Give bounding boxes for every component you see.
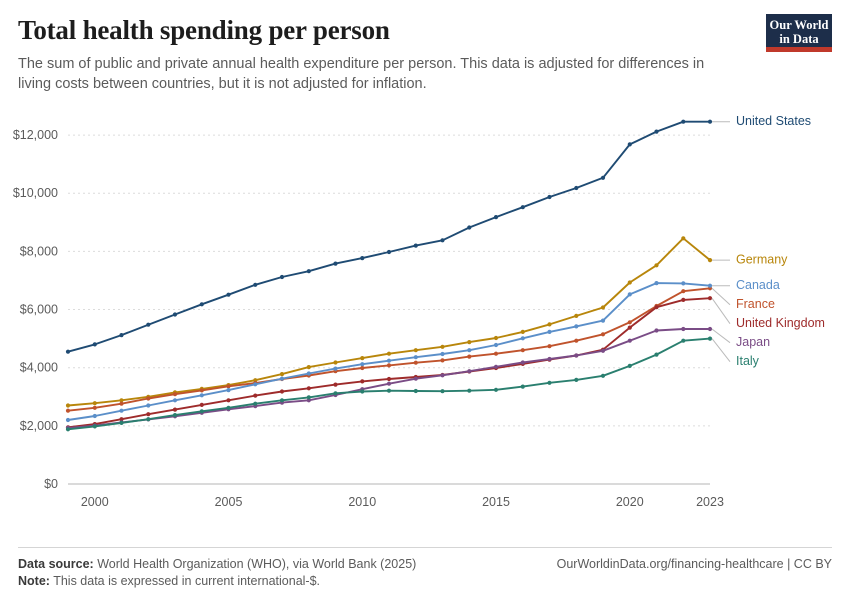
series-point: [307, 269, 311, 273]
series-point: [494, 215, 498, 219]
series-point: [547, 322, 551, 326]
series-point: [521, 348, 525, 352]
series-point: [280, 377, 284, 381]
series-point: [681, 236, 685, 240]
series-point: [200, 388, 204, 392]
series-point: [681, 120, 685, 124]
data-source-text: World Health Organization (WHO), via World Bank (2025): [97, 557, 417, 571]
series-point: [681, 339, 685, 343]
x-axis-tick-label: 2000: [80, 495, 109, 509]
series-point: [66, 427, 70, 431]
series-point: [414, 355, 418, 359]
series-point: [119, 421, 123, 425]
series-point: [628, 364, 632, 368]
note-line: [18, 574, 832, 588]
series-point: [93, 414, 97, 418]
series-point: [387, 352, 391, 356]
attribution-text[interactable]: OurWorldinData.org/financing-healthcare | CC BY: [556, 557, 832, 571]
series-point: [628, 142, 632, 146]
series-point: [226, 406, 230, 410]
series-point: [360, 356, 364, 360]
series-point: [387, 359, 391, 363]
series-point: [66, 409, 70, 413]
series-point: [467, 369, 471, 373]
series-point: [414, 361, 418, 365]
series-point: [253, 382, 257, 386]
series-point: [226, 398, 230, 402]
x-axis-tick-label: 2023: [696, 495, 724, 509]
note-label: Note:: [18, 574, 50, 588]
series-point: [173, 398, 177, 402]
y-axis-tick-label: $8,000: [19, 244, 58, 259]
chart-plot-area: [0, 92, 850, 542]
series-point: [119, 333, 123, 337]
series-point: [333, 262, 337, 266]
series-point: [494, 336, 498, 340]
series-point: [66, 350, 70, 354]
series-point: [333, 383, 337, 387]
series-point: [574, 186, 578, 190]
series-point: [146, 403, 150, 407]
series-point: [307, 395, 311, 399]
series-point: [494, 365, 498, 369]
series-point: [521, 330, 525, 334]
series-point: [253, 283, 257, 287]
series-point: [467, 355, 471, 359]
series-point: [146, 417, 150, 421]
series-point: [574, 314, 578, 318]
series-point: [494, 352, 498, 356]
series-point: [387, 250, 391, 254]
series-point: [654, 263, 658, 267]
series-point: [307, 371, 311, 375]
series-point: [440, 373, 444, 377]
series-point: [333, 391, 337, 395]
owid-logo[interactable]: [766, 14, 832, 52]
series-point: [654, 130, 658, 134]
series-point: [467, 225, 471, 229]
series-label-text: Japan: [736, 334, 771, 349]
series-point: [628, 339, 632, 343]
series-point: [280, 389, 284, 393]
series-point: [708, 258, 712, 262]
series-point: [173, 312, 177, 316]
series-point: [601, 305, 605, 309]
series-point: [119, 409, 123, 413]
series-line: [68, 122, 710, 352]
series-point: [574, 339, 578, 343]
page-title: Total health spending per person: [18, 15, 390, 45]
series-point: [521, 336, 525, 340]
series-point: [547, 381, 551, 385]
series-point: [200, 393, 204, 397]
series-point: [360, 256, 364, 260]
series-point: [387, 363, 391, 367]
series-point: [681, 327, 685, 331]
series-point: [280, 275, 284, 279]
series-point: [628, 326, 632, 330]
series-point: [654, 353, 658, 357]
series-point: [146, 396, 150, 400]
series-point: [414, 348, 418, 352]
series-point: [654, 328, 658, 332]
series-label-text: Canada: [736, 277, 780, 292]
series-point: [681, 281, 685, 285]
series-point: [467, 348, 471, 352]
series-point: [360, 366, 364, 370]
series-line: [68, 283, 710, 420]
series-label-text: United States: [736, 113, 812, 128]
series-point: [574, 324, 578, 328]
series-point: [440, 389, 444, 393]
series-point: [708, 284, 712, 288]
series-point: [333, 367, 337, 371]
series-point: [253, 402, 257, 406]
series-point: [521, 385, 525, 389]
series-point: [521, 205, 525, 209]
series-point: [654, 305, 658, 309]
series-point: [467, 340, 471, 344]
series-point: [387, 382, 391, 386]
series-point: [200, 302, 204, 306]
series-point: [280, 372, 284, 376]
series-point: [360, 379, 364, 383]
series-point: [628, 280, 632, 284]
series-label-text: United Kingdom: [736, 315, 825, 330]
series-point: [146, 412, 150, 416]
series-point: [200, 409, 204, 413]
y-axis-tick-label: $6,000: [19, 302, 58, 317]
series-point: [601, 349, 605, 353]
logo-line-2: in Data: [779, 32, 819, 46]
series-point: [574, 353, 578, 357]
series-point: [628, 292, 632, 296]
series-point: [280, 398, 284, 402]
y-axis-tick-label: $4,000: [19, 360, 58, 375]
x-axis-tick-label: 2010: [348, 495, 377, 509]
y-axis-tick-label: $10,000: [12, 186, 58, 201]
series-point: [547, 357, 551, 361]
series-end-label[interactable]: [712, 252, 788, 266]
series-point: [307, 365, 311, 369]
series-point: [93, 406, 97, 410]
series-point: [226, 388, 230, 392]
x-axis-tick-label: 2005: [214, 495, 243, 509]
line-chart-svg: [0, 92, 850, 542]
series-end-label[interactable]: [712, 114, 811, 128]
series-point: [253, 394, 257, 398]
series-point: [654, 281, 658, 285]
series-point: [440, 352, 444, 356]
series-point: [547, 195, 551, 199]
series-point: [574, 378, 578, 382]
series-point: [547, 344, 551, 348]
series-point: [360, 362, 364, 366]
series-point: [146, 323, 150, 327]
series-point: [681, 289, 685, 293]
series-point: [93, 401, 97, 405]
series-point: [173, 392, 177, 396]
series-point: [200, 403, 204, 407]
series-point: [226, 293, 230, 297]
series-label-text: Italy: [736, 353, 759, 368]
series-point: [601, 374, 605, 378]
x-axis-tick-label: 2015: [482, 495, 510, 509]
chart-subtitle: The sum of public and private annual health expenditure per person. This data is adjusted for differences in living costs between countries, but it is not adjusted for inflation.: [18, 55, 705, 93]
chart-footer: [18, 547, 832, 588]
series-point: [93, 424, 97, 428]
series-point: [494, 343, 498, 347]
series-point: [708, 120, 712, 124]
y-axis-tick-label: $0: [44, 477, 58, 491]
series-point: [601, 319, 605, 323]
series-point: [440, 345, 444, 349]
leader-line: [712, 339, 730, 362]
series-point: [387, 377, 391, 381]
note-text: This data is expressed in current international-$.: [53, 574, 321, 588]
series-point: [173, 408, 177, 412]
series-point: [521, 360, 525, 364]
series-point: [628, 320, 632, 324]
leader-line: [712, 329, 730, 343]
series-point: [66, 403, 70, 407]
series-label-text: Germany: [736, 252, 788, 267]
series-point: [414, 244, 418, 248]
series-end-label[interactable]: [712, 278, 780, 292]
series-point: [66, 418, 70, 422]
series-point: [681, 298, 685, 302]
series-point: [93, 342, 97, 346]
series-point: [173, 413, 177, 417]
data-source-line: [18, 557, 416, 571]
series-point: [601, 332, 605, 336]
logo-line-1: Our World: [769, 18, 829, 32]
series-point: [601, 176, 605, 180]
series-end-label[interactable]: [712, 329, 770, 349]
series-point: [708, 327, 712, 331]
series-point: [708, 296, 712, 300]
data-source-label: Data source:: [18, 557, 94, 571]
y-axis-tick-label: $2,000: [19, 418, 58, 433]
series-point: [547, 330, 551, 334]
y-axis-tick-label: $12,000: [12, 128, 58, 143]
series-point: [414, 377, 418, 381]
series-point: [119, 402, 123, 406]
series-point: [414, 389, 418, 393]
series-point: [333, 360, 337, 364]
x-axis-tick-label: 2020: [615, 495, 644, 509]
series-point: [360, 389, 364, 393]
series-point: [387, 389, 391, 393]
series-point: [226, 384, 230, 388]
series-point: [494, 388, 498, 392]
series-point: [440, 358, 444, 362]
series-point: [467, 389, 471, 393]
series-point: [708, 337, 712, 341]
series-label-text: France: [736, 296, 775, 311]
series-point: [307, 386, 311, 390]
series-point: [440, 238, 444, 242]
